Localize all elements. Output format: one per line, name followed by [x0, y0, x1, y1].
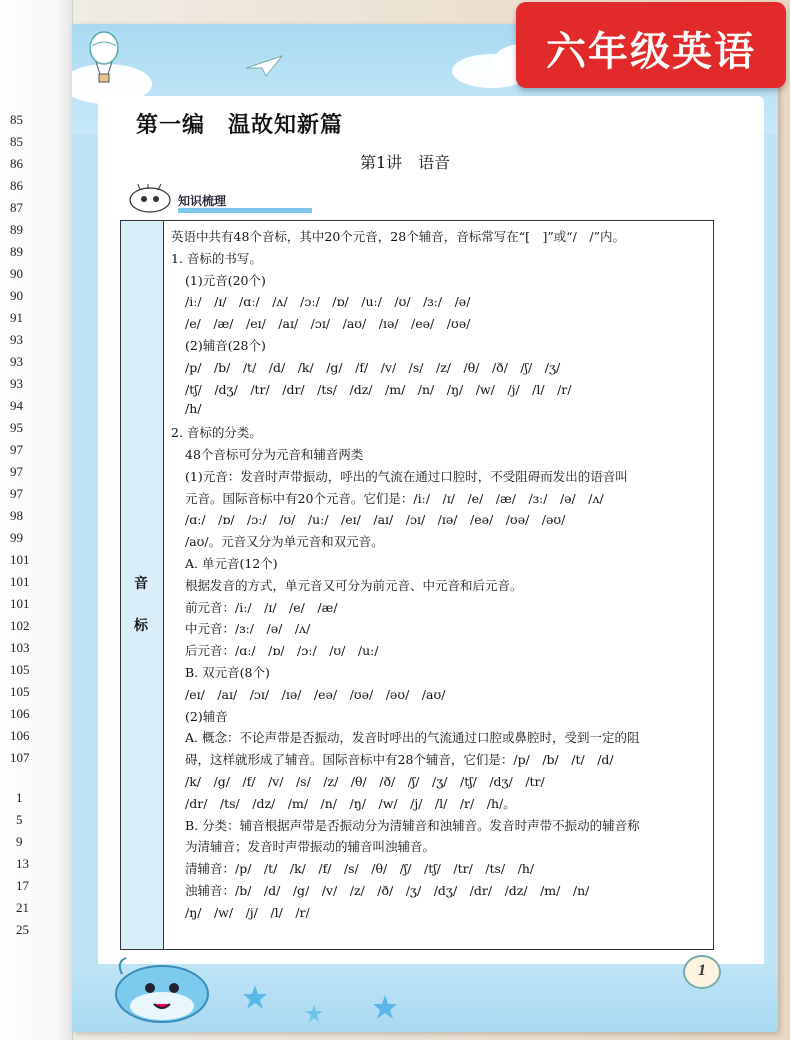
notes-line: 前元音：/iː/ /ɪ/ /e/ /æ/	[185, 599, 338, 615]
notes-line: 浊辅音：/b/ /d/ /g/ /v/ /z/ /ð/ /ʒ/ /dʒ/ /dr/ /dz/ /m/ /n/	[185, 883, 590, 898]
notes-line: /iː/ /ɪ/ /ɑː/ /ʌ/ /ɔː/ /ɒ/ /uː/ /ʊ/ /ɜː/ /ə/	[185, 294, 471, 310]
notes-line: (2)辅音	[185, 708, 228, 724]
left-page-number: 13	[16, 856, 29, 871]
notes-line: (1)元音：发音时声带振动，呼出的气流在通过口腔时，不受阻碍而发出的语音叫	[185, 468, 628, 484]
notes-line: /ɑː/ /ɒ/ /ɔː/ /ʊ/ /uː/ /eɪ/ /aɪ/ /ɔɪ/ /ɪə/ /eə/ /ʊə/ /əʊ/	[185, 512, 566, 528]
grade-badge	[516, 2, 786, 88]
badge-text: 六年级英语	[546, 29, 756, 75]
notes-line: 根据发音的方式，单元音又可分为前元音、中元音和后元音。	[185, 577, 523, 593]
left-page-number: 86	[10, 156, 23, 171]
notes-line: /aʊ/。元音又分为单元音和双元音。	[185, 534, 384, 550]
left-page-number: 93	[10, 376, 23, 391]
left-page-number: 101	[10, 596, 30, 611]
hot-air-balloon-icon	[84, 30, 124, 86]
left-page-number: 97	[10, 442, 23, 457]
left-page-number: 5	[16, 812, 23, 827]
notes-line: A. 单元音(12个)	[185, 556, 278, 571]
notes-line: /eɪ/ /aɪ/ /ɔɪ/ /ɪə/ /eə/ /ʊə/ /əʊ/ /aʊ/	[185, 686, 446, 702]
notes-line: /tʃ/ /dʒ/ /tr/ /dr/ /ts/ /dz/ /m/ /n/ /ŋ/ /w/ /j/ /l/ /r/	[185, 381, 572, 397]
left-page-number: 17	[16, 878, 29, 893]
notes-line: /p/ /b/ /t/ /d/ /k/ /g/ /f/ /v/ /s/ /z/ /θ/ /ð/ /ʃ/ /ʒ/	[185, 359, 561, 375]
topic-char: 标	[134, 618, 148, 634]
notes-line: 元音。国际音标中有20个元音。它们是：/iː/ /ɪ/ /e/ /æ/ /ɜː/ /ə/ /ʌ/	[185, 490, 604, 506]
left-page-edge	[0, 0, 73, 1040]
left-page-number: 90	[10, 288, 23, 303]
left-page-number: 103	[10, 640, 30, 655]
left-page-number: 97	[10, 464, 23, 479]
notes-line: B. 分类：辅音根据声带是否振动分为清辅音和浊辅音。发音时声带不振动的辅音称	[185, 817, 640, 833]
notes-line: /e/ /æ/ /eɪ/ /aɪ/ /ɔɪ/ /aʊ/ /ɪə/ /eə/ /ʊə/	[185, 316, 471, 332]
lecture-title: 第1讲 语音	[360, 153, 451, 172]
topic-char: 音	[134, 576, 148, 592]
notes-line: /ŋ/ /w/ /j/ /l/ /r/	[185, 904, 310, 920]
whale-icon	[102, 944, 222, 1024]
notes-line: (2)辅音(28个)	[185, 338, 266, 353]
left-page-number: 9	[16, 834, 23, 849]
page-number: 1	[698, 962, 706, 979]
left-page-number: 106	[10, 728, 30, 743]
notes-line: (1)元音(20个)	[185, 272, 266, 288]
left-page-number: 101	[10, 552, 30, 567]
left-page-number: 25	[16, 922, 29, 937]
starfish-icon	[372, 994, 398, 1020]
section-underline	[178, 208, 312, 213]
page-title: 第一编 温故知新篇	[136, 112, 344, 138]
mascot-icon	[126, 184, 178, 214]
paper-plane-icon	[244, 54, 284, 78]
starfish-icon	[242, 984, 268, 1010]
left-page-number: 1	[16, 790, 23, 805]
left-page-number: 107	[10, 750, 30, 765]
left-page-number: 99	[10, 530, 23, 545]
left-page-number: 94	[10, 398, 23, 413]
notes-line: 为清辅音；发音时声带振动的辅音叫浊辅音。	[185, 839, 436, 855]
notes-line: 英语中共有48个音标，其中20个元音，28个辅音，音标常写在“[ ]”或“/ /”内。	[171, 229, 625, 244]
left-page-number: 91	[10, 310, 23, 325]
notes-line: /k/ /g/ /f/ /v/ /s/ /z/ /θ/ /ð/ /ʃ/ /ʒ/ /tʃ/ /dʒ/ /tr/	[185, 774, 545, 789]
left-page-number: 21	[16, 900, 29, 915]
left-page-number: 89	[10, 244, 23, 259]
left-page-number: 97	[10, 486, 23, 501]
notes-line: 清辅音：/p/ /t/ /k/ /f/ /s/ /θ/ /ʃ/ /tʃ/ /tr/ /ts/ /h/	[185, 861, 535, 877]
section-tag	[126, 184, 326, 214]
page-number-badge	[682, 952, 722, 992]
book-page	[72, 24, 778, 1032]
left-page-number: 106	[10, 706, 30, 721]
notes-line: /h/	[185, 401, 202, 417]
left-page-number: 90	[10, 266, 23, 281]
left-page-number: 93	[10, 354, 23, 369]
left-page-number: 93	[10, 332, 23, 347]
notes-line: /dr/ /ts/ /dz/ /m/ /n/ /ŋ/ /w/ /j/ /l/ /r/ /h/。	[185, 795, 516, 811]
starfish-icon	[304, 1004, 324, 1024]
section-label: 知识梳理	[178, 194, 227, 208]
notes-line: 2. 音标的分类。	[171, 425, 262, 441]
left-page-number: 85	[10, 112, 23, 127]
left-page-number: 102	[10, 618, 30, 633]
left-page-number: 105	[10, 662, 30, 677]
left-page-number: 85	[10, 134, 23, 149]
notes-line: 48个音标可分为元音和辅音两类	[185, 447, 364, 462]
notes-line: 1. 音标的书写。	[171, 250, 262, 266]
notes-line: 后元音：/ɑː/ /ɒ/ /ɔː/ /ʊ/ /uː/	[185, 643, 379, 659]
left-page-number: 87	[10, 200, 23, 215]
left-page-number: 86	[10, 178, 23, 193]
left-page-number: 105	[10, 684, 30, 699]
topic-column	[121, 221, 164, 949]
notes-table	[120, 220, 714, 950]
notes-line: B. 双元音(8个)	[185, 665, 270, 680]
left-page-number: 89	[10, 222, 23, 237]
notes-line: 碍，这样就形成了辅音。国际音标中有28个辅音，它们是：/p/ /b/ /t/ /d/	[185, 752, 614, 768]
left-page-number: 101	[10, 574, 30, 589]
notes-line: 中元音：/ɜː/ /ə/ /ʌ/	[185, 621, 311, 637]
notes-line: A. 概念：不论声带是否振动，发音时呼出的气流通过口腔或鼻腔时，受到一定的阻	[185, 730, 640, 746]
left-page-number: 98	[10, 508, 23, 523]
left-page-number: 95	[10, 420, 23, 435]
